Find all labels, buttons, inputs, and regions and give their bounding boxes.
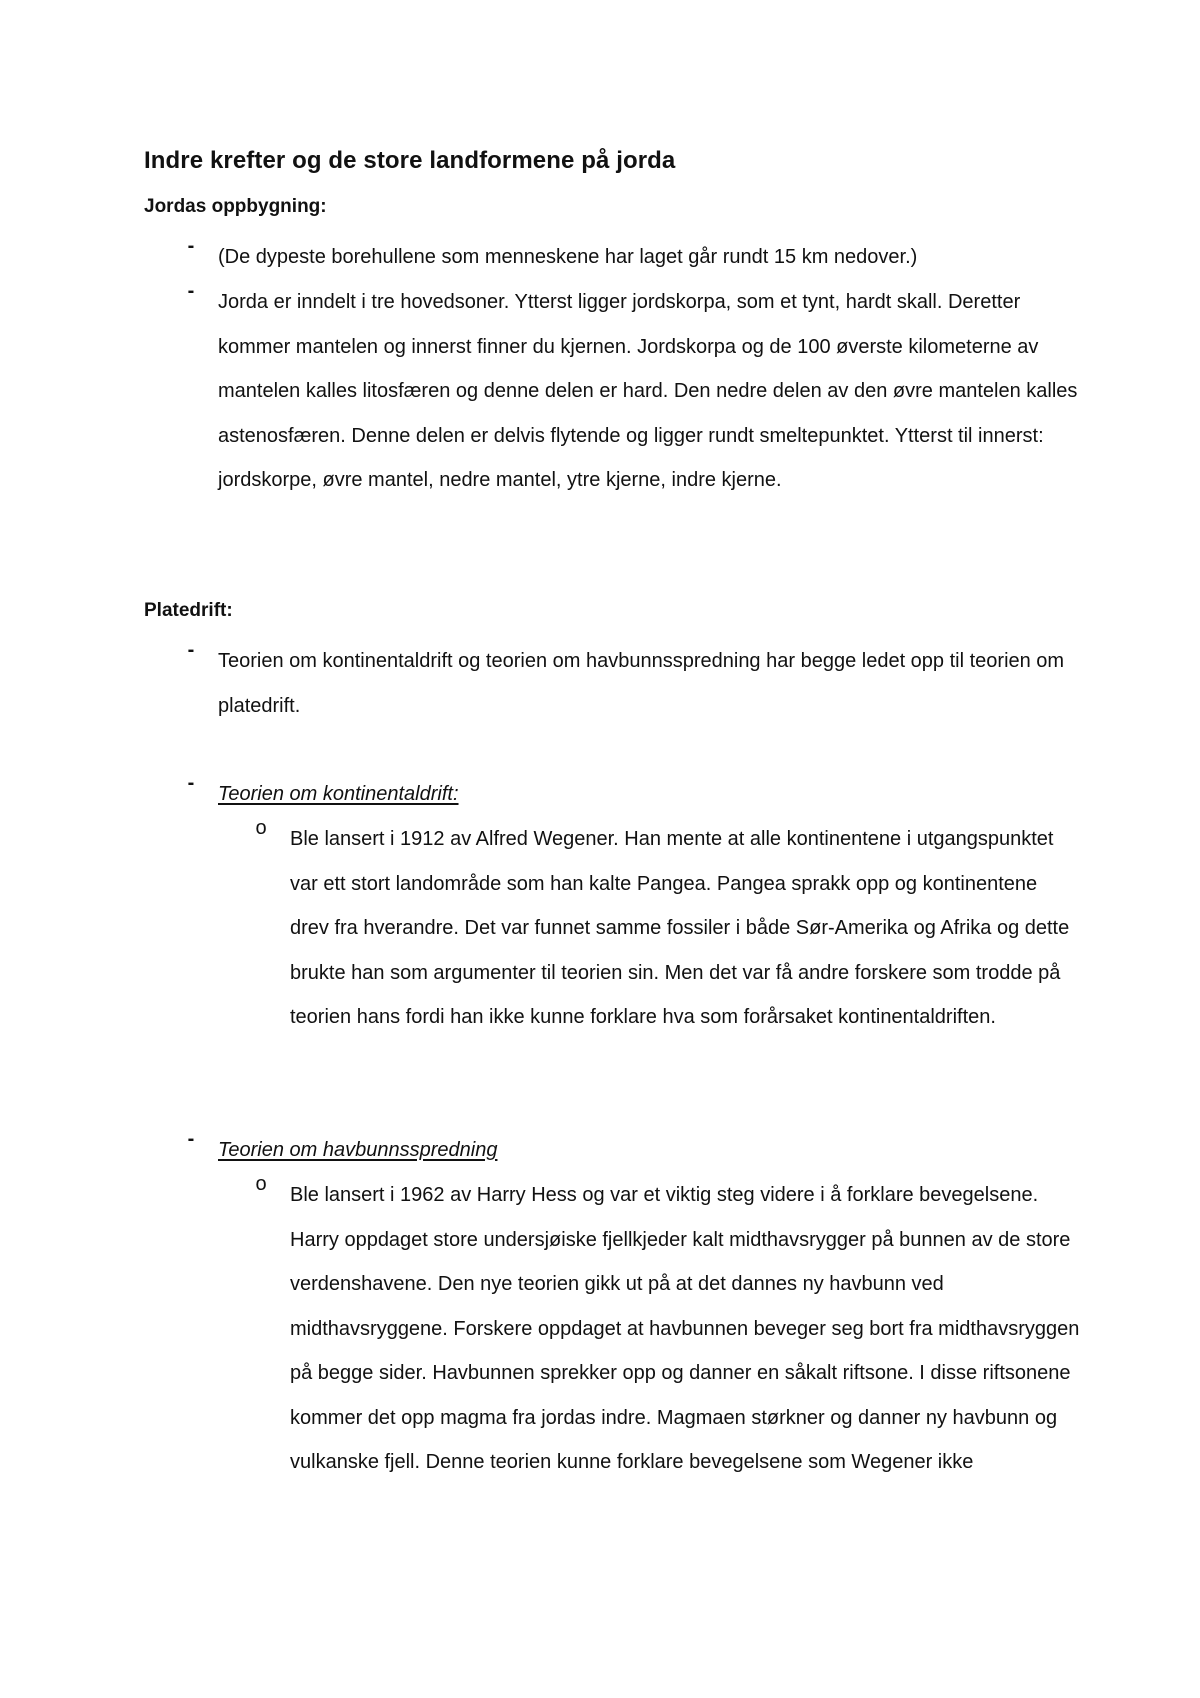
list-item [144, 280, 1084, 503]
sub-list-item [144, 817, 1084, 1040]
sub-list-item [144, 1173, 1084, 1485]
section-heading-platedrift: Platedrift: [144, 600, 233, 621]
document-title: Indre krefter og de store landformene på jorda [144, 147, 676, 174]
list-item-text: Teorien om kontinentaldrift og teorien om havbunnsspredning har begge ledet opp til teorien om platedrift. [218, 650, 1065, 717]
subsection-title-text: Teorien om havbunnsspredning [218, 1139, 498, 1161]
dash-bullet: - [187, 772, 195, 794]
dash-bullet: - [187, 1128, 195, 1150]
dash-bullet: - [187, 235, 195, 257]
sub-list-item-text: Ble lansert i 1912 av Alfred Wegener. Han mente at alle kontinentene i utgangspunktet var ett stort landområde som han kalte Pangea. Pangea sprakk opp og kontinentene drev fra hverandre. Det var funnet samme fossiler i både Sør-Amerika og Afrika og dette brukte han som argumenter til teorien sin. Men det var få andre forskere som trodde på teorien hans fordi han ikke kunne forklare hva som forårsaket kontinentaldriften. [290, 828, 1070, 1028]
subsection-title-havbunnsspredning [144, 1128, 1084, 1173]
list-item-text: Jorda er inndelt i tre hovedsoner. Ytterst ligger jordskorpa, som et tynt, hardt skall. Deretter kommer mantelen og innerst finner du kjernen. Jordskorpa og de 100 øverste kilometerne av mantelen kalles litosfæren og denne delen er hard. Den nedre delen av den øvre mantelen kalles astenosfæren. Denne delen er delvis flytende og ligger rundt smeltepunktet. Ytterst til innerst: jordskorpe, øvre mantel, nedre mantel, ytre kjerne, indre kjerne. [218, 291, 1078, 491]
dash-bullet: - [187, 639, 195, 661]
list-item [144, 639, 1084, 728]
circle-bullet: o [255, 1173, 267, 1195]
sub-list-item-text: Ble lansert i 1962 av Harry Hess og var et viktig steg videre i å forklare bevegelsene. Harry oppdaget store undersjøiske fjellkjeder kalt midthavsrygger på bunnen av de store verdenshavene. Den nye teorien gikk ut på at det dannes ny havbunn ved midthavsryggene. Forskere oppdaget at havbunnen beveger seg bort fra midthavsryggen på begge sider. Havbunnen sprekker opp og danner en såkalt riftsone. I disse riftsonene kommer det opp magma fra jordas indre. Magmaen størkner og danner ny havbunn og vulkanske fjell. Denne teorien kunne forklare bevegelsene som Wegener ikke [290, 1184, 1080, 1473]
subsection-title-text: Teorien om kontinentaldrift: [218, 783, 459, 805]
dash-bullet: - [187, 280, 195, 302]
list-item [144, 235, 1084, 280]
list-item-text: (De dypeste borehullene som menneskene har laget går rundt 15 km nedover.) [218, 246, 918, 268]
subsection-title-kontinentaldrift [144, 772, 1084, 817]
section-heading-jordas-oppbygning: Jordas oppbygning: [144, 196, 327, 217]
circle-bullet: o [255, 817, 267, 839]
